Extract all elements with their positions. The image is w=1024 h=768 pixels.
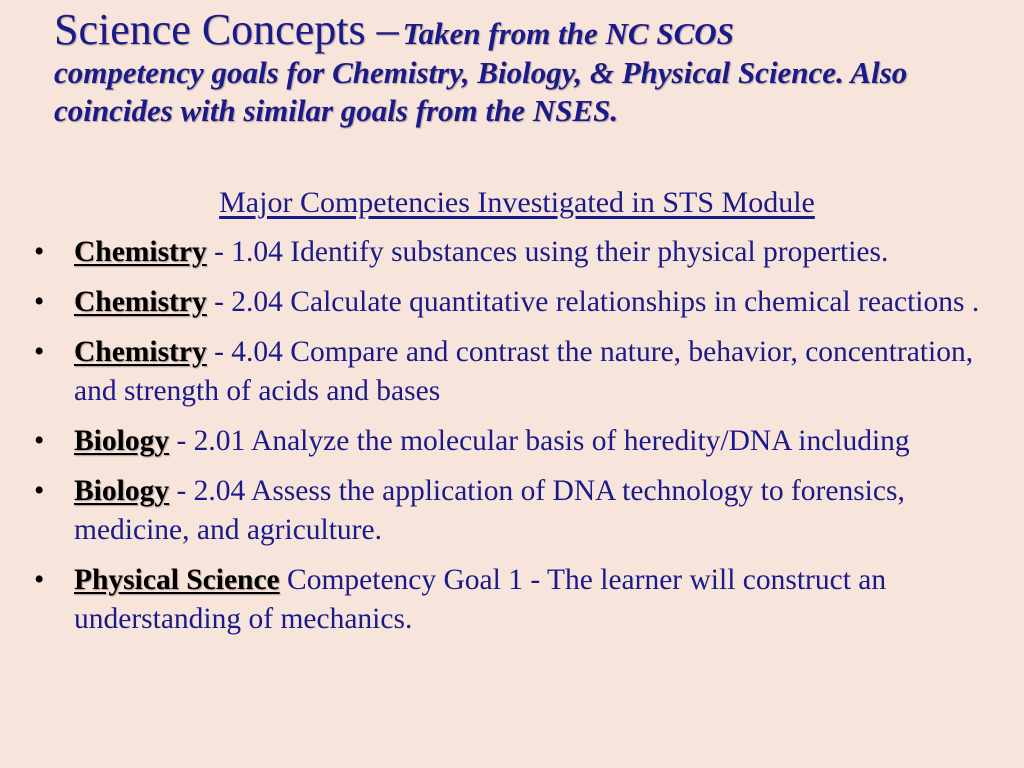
title-subtitle-line1: Taken from the NC SCOS (402, 16, 734, 51)
subject-label: Chemistry (74, 286, 207, 318)
competency-text: - 2.01 Analyze the molecular basis of heredity/DNA including (169, 425, 910, 457)
list-item (30, 561, 1000, 639)
list-item (30, 472, 1000, 550)
subject-label: Chemistry (74, 336, 207, 368)
list-item (30, 333, 1000, 411)
bullet-icon: • (34, 475, 45, 507)
subject-label: Physical Science (74, 564, 280, 596)
competency-text: - 2.04 Assess the application of DNA technology to forensics, medicine, and agriculture. (74, 475, 905, 546)
bullet-icon: • (34, 336, 45, 368)
list-item (30, 283, 1000, 322)
subject-label: Chemistry (74, 236, 207, 268)
subject-label: Biology (74, 425, 170, 457)
section-heading: Major Competencies Investigated in STS Module (219, 186, 815, 219)
title-main: Science Concepts – (54, 5, 399, 54)
competency-text: Competency Goal 1 - The learner will construct an understanding of mechanics. (74, 564, 887, 635)
subject-label: Biology (74, 475, 170, 507)
competency-text: - 2.04 Calculate quantitative relationships in chemical reactions . (206, 286, 980, 318)
competency-text: - 4.04 Compare and contrast the nature, behavior, concentration, and strength of acids and bases (74, 336, 974, 407)
bullet-icon: • (34, 425, 45, 457)
list-item (30, 233, 1000, 272)
competency-list (30, 233, 1000, 650)
bullet-icon: • (34, 286, 45, 318)
title-subtitle-line2: competency goals for Chemistry, Biology, & Physical Science. Also coincides with similar goals from the NSES. (54, 55, 908, 128)
competency-text: - 1.04 Identify substances using their physical properties. (206, 236, 889, 268)
slide-title (54, 6, 1004, 130)
bullet-icon: • (34, 564, 45, 596)
list-item (30, 422, 1000, 461)
bullet-icon: • (34, 236, 45, 268)
